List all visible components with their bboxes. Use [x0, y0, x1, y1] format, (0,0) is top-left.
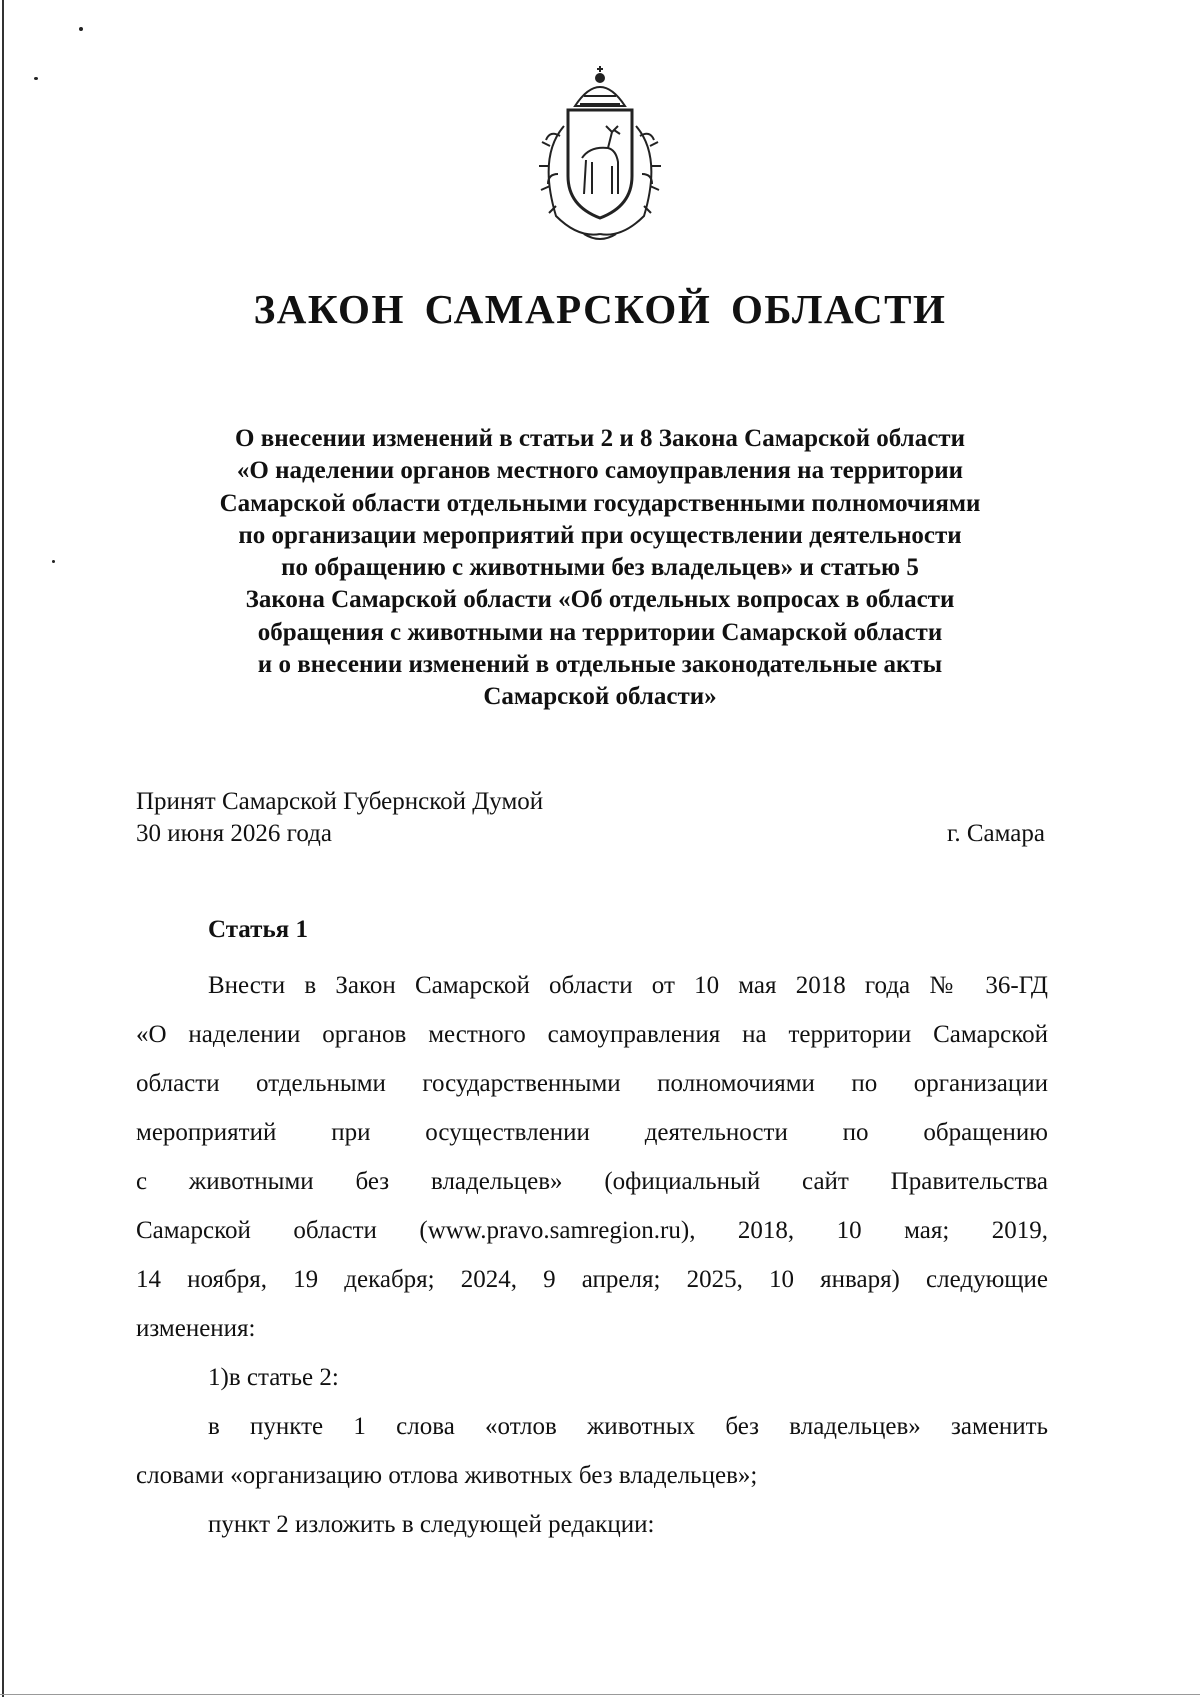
article-body [136, 961, 1048, 1549]
list-item-label: 1)в статье 2: [208, 1364, 339, 1391]
subject-line: обращения с животными на территории Самарской области [257, 618, 943, 646]
paragraph-line: с животными без владельцев» (официальный сайт Правительства [136, 1168, 1048, 1195]
scan-speck [34, 77, 38, 80]
paragraph-line: пункт 2 изложить в следующей редакции: [208, 1511, 655, 1538]
subject-line: «О наделении органов местного самоуправления на территории [236, 457, 964, 485]
paragraph-line: Внести в Закон Самарской области от 10 мая 2018 года № 36-ГД [208, 972, 1048, 999]
subject-line: О внесении изменений в статьи 2 и 8 Закона Самарской области [235, 425, 965, 452]
paragraph-line: изменения: [136, 1315, 256, 1342]
article-heading: Статья 1 [208, 916, 308, 943]
coat-of-arms-icon [520, 66, 680, 246]
paragraph-line: Самарской области (www.pravo.samregion.ru), 2018, 10 мая; 2019, [136, 1217, 1048, 1244]
paragraph-line: мероприятий при осуществлении деятельности по обращению [136, 1119, 1048, 1146]
paragraph-line: области отдельными государственными полномочиями по организации [136, 1070, 1048, 1097]
subject-line: Самарской области» [483, 683, 717, 711]
law-title: ЗАКОН САМАРСКОЙ ОБЛАСТИ [253, 286, 947, 332]
subject-line: Закона Самарской области «Об отдельных вопросах в области [245, 586, 955, 614]
scan-speck [79, 27, 83, 31]
subject-line: по обращению с животными без владельцев» и статью 5 [281, 554, 919, 582]
adoption-date: 30 июня 2026 года [136, 820, 332, 847]
page-left-edge [2, 0, 4, 1697]
adoption-city: г. Самара [946, 820, 1045, 847]
paragraph-line: в пункте 1 слова «отлов животных без владельцев» заменить [208, 1413, 1048, 1440]
adoption-authority: Принят Самарской Губернской Думой [136, 788, 544, 815]
paragraph-line: «О наделении органов местного самоуправления на территории Самарской [136, 1021, 1048, 1048]
subject-line: Самарской области отдельными государственными полномочиями [219, 489, 981, 517]
paragraph-line: словами «организацию отлова животных без владельцев»; [136, 1462, 758, 1489]
adoption-block [136, 786, 543, 850]
law-subject [150, 423, 1050, 714]
paragraph-line: 14 ноября, 19 декабря; 2024, 9 апреля; 2025, 10 января) следующие [136, 1266, 1048, 1293]
subject-line: по организации мероприятий при осуществлении деятельности [238, 521, 962, 549]
scan-speck [52, 560, 55, 563]
subject-line: и о внесении изменений в отдельные законодательные акты [257, 651, 943, 679]
page-bottom-edge [0, 1694, 1200, 1695]
